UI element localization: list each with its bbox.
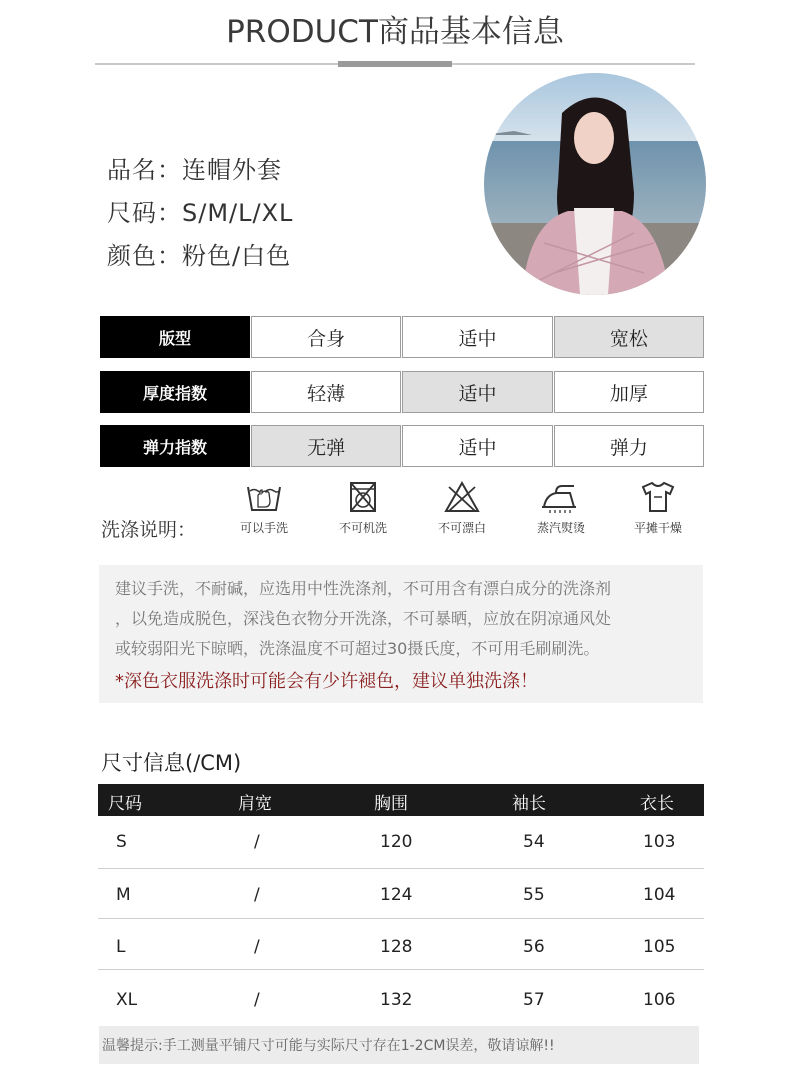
care-label: 蒸汽熨烫: [536, 521, 585, 535]
table-cell: 103: [643, 832, 676, 852]
dry-flat-icon: [639, 481, 677, 513]
table-cell: 124: [380, 885, 413, 905]
row-divider: [98, 868, 704, 869]
care-label: 可以手洗: [239, 521, 288, 535]
care-warning: *深色衣服洗涤时可能会有少许褪色，建议单独洗涤！: [115, 671, 538, 692]
table-cell: /: [254, 937, 260, 957]
care-note-line: 或较弱阳光下晾晒，洗涤温度不可超过30摄氏度，不可用毛刷刷洗。: [115, 639, 600, 658]
size-table-header: [98, 784, 704, 816]
table-cell: /: [254, 832, 260, 852]
table-row: [98, 817, 704, 869]
care-item: [219, 481, 309, 536]
product-size: 尺码：S/M/L/XL: [107, 199, 294, 227]
care-title: 洗涤说明：: [101, 519, 197, 541]
care-note: [99, 565, 703, 703]
row-divider: [98, 969, 704, 970]
size-table-title: 尺寸信息(/CM): [101, 751, 242, 775]
row-divider: [98, 918, 704, 919]
table-cell: XL: [116, 990, 138, 1010]
rating-option: 适中: [402, 316, 552, 358]
table-cell: /: [254, 885, 260, 905]
hand-wash-icon: [245, 481, 283, 513]
rating-option-selected: 无弹: [251, 425, 401, 467]
title-divider-accent: [338, 61, 452, 67]
rating-option-selected: 宽松: [554, 316, 704, 358]
product-name: 品名：连帽外套: [107, 156, 282, 184]
table-cell: 55: [523, 885, 545, 905]
header-cell: 衣长: [640, 794, 674, 814]
care-note-line: 建议手洗，不耐碱，应选用中性洗涤剂，不可用含有漂白成分的洗涤剂: [115, 579, 612, 598]
no-bleach-icon: [443, 481, 481, 513]
care-item: [613, 481, 703, 536]
table-cell: L: [116, 937, 126, 957]
header-cell: 尺码: [108, 794, 142, 814]
table-cell: 56: [523, 937, 545, 957]
header-cell: 袖长: [512, 794, 546, 814]
care-label: 不可机洗: [338, 521, 387, 535]
steam-iron-icon: [540, 481, 582, 513]
rating-option: 加厚: [554, 371, 704, 413]
product-color: 颜色：粉色/白色: [107, 242, 292, 270]
rating-option: 合身: [251, 316, 401, 358]
table-cell: 120: [380, 832, 413, 852]
page-title: PRODUCT商品基本信息: [226, 14, 564, 50]
rating-option: 适中: [402, 425, 552, 467]
table-cell: M: [116, 885, 131, 905]
header-cell: 胸围: [374, 794, 408, 814]
table-cell: 132: [380, 990, 413, 1010]
model-photo: [484, 73, 706, 295]
header-cell: 肩宽: [238, 794, 272, 814]
table-row: [98, 975, 704, 1027]
table-row: [98, 870, 704, 922]
care-item: [516, 481, 606, 536]
rating-option-selected: 适中: [402, 371, 552, 413]
care-label: 平摊干燥: [633, 521, 682, 535]
care-label: 不可漂白: [437, 521, 486, 535]
table-cell: /: [254, 990, 260, 1010]
rating-option: 弹力: [554, 425, 704, 467]
care-item: [417, 481, 507, 536]
thickness-rating: [100, 371, 704, 413]
table-cell: 54: [523, 832, 545, 852]
care-note-line: ，以免造成脱色，深浅色衣物分开洗涤，不可暴晒，应放在阴凉通风处: [115, 609, 612, 628]
table-cell: S: [116, 832, 127, 852]
rating-label: 版型: [100, 316, 250, 358]
table-cell: 128: [380, 937, 413, 957]
table-cell: 104: [643, 885, 676, 905]
elasticity-rating: [100, 425, 704, 467]
table-row: [98, 922, 704, 974]
measurement-tip: [99, 1026, 699, 1064]
fit-rating: [100, 316, 704, 358]
rating-option: 轻薄: [251, 371, 401, 413]
table-cell: 105: [643, 937, 676, 957]
table-cell: 57: [523, 990, 545, 1010]
tip-text: 温馨提示:手工测量平铺尺寸可能与实际尺寸存在1-2CM误差，敬请谅解!!: [102, 1038, 555, 1054]
no-machine-wash-icon: [344, 481, 382, 513]
rating-label: 厚度指数: [100, 371, 250, 413]
rating-label: 弹力指数: [100, 425, 250, 467]
table-cell: 106: [643, 990, 676, 1010]
care-item: [318, 481, 408, 536]
